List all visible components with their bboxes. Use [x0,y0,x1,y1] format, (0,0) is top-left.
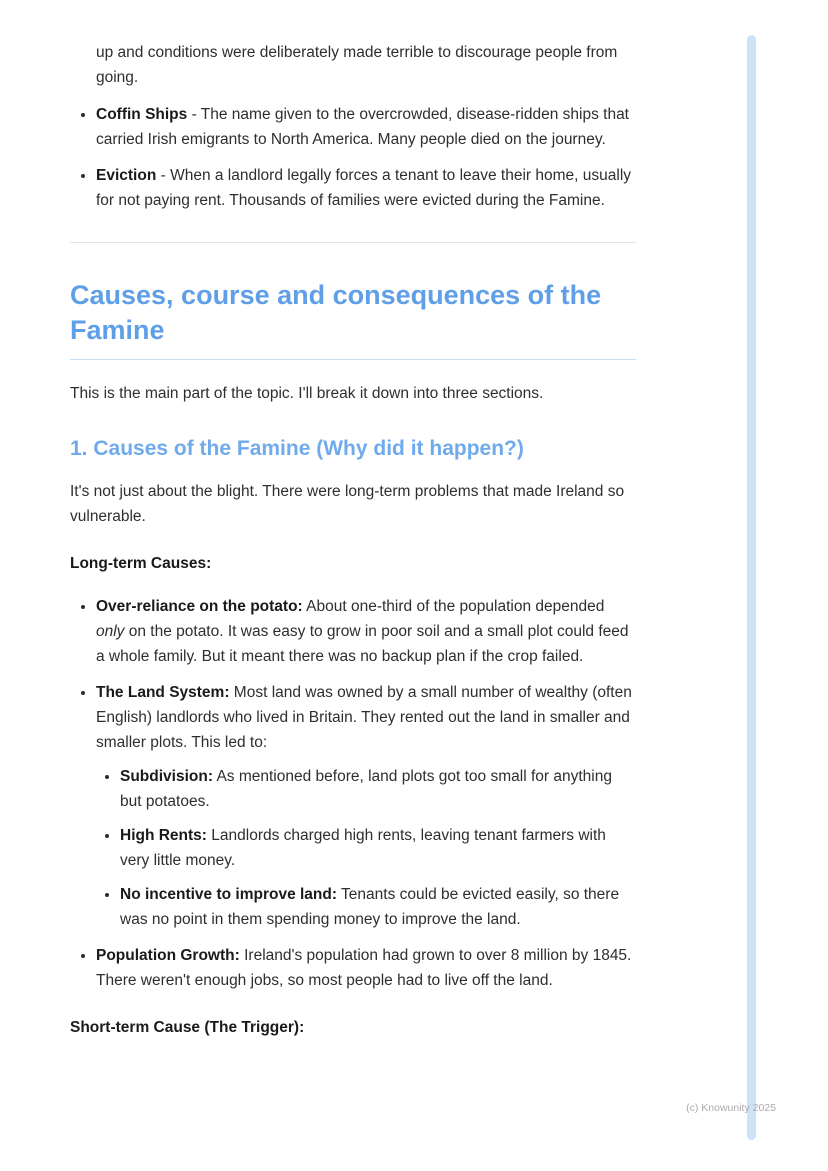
vocab-term: Eviction [96,167,157,184]
cause-term: Over-reliance on the potato: [96,598,303,615]
document-content [70,40,636,1040]
sub-cause-term: No incentive to improve land: [120,886,338,903]
copyright-note: (c) Knowunity 2025 [686,1102,776,1114]
paragraph-vulnerable: It's not just about the blight. There were long-term problems that made Ireland so vulnerable. [70,483,625,525]
cause-term: The Land System: [96,684,230,701]
cause-text: on the potato. It was easy to grow in poor soil and a small plot could feed a whole family. But it meant there was no backup plan if the crop failed. [96,623,629,665]
vocab-list [70,102,636,213]
list-item [120,764,636,814]
sub-cause-text: As mentioned before, land plots got too small for anything but potatoes. [120,768,612,810]
vocab-definition: - When a landlord legally forces a tenant to leave their home, usually for not paying rent. Thousands of families were evicted during the Famine. [96,167,632,209]
cause-text: About one-third of the population depended [302,598,605,615]
cause-term: Population Growth: [96,947,240,964]
list-item [96,102,636,152]
land-system-sublist [96,764,636,932]
list-item [96,163,636,213]
page-edge-highlight-bar [747,35,756,1140]
paragraph-continuation: up and conditions were deliberately made terrible to discourage people from going. [96,44,618,86]
list-item [96,943,636,993]
section-divider [70,242,636,243]
sub-cause-text: Landlords charged high rents, leaving tenant farmers with very little money. [120,827,606,869]
causes-section [70,594,636,993]
sub-cause-term: High Rents: [120,827,207,844]
vocab-term: Coffin Ships [96,106,188,123]
vocab-definition: - The name given to the overcrowded, disease-ridden ships that carried Irish emigrants to North America. Many people died on the journey. [96,106,629,148]
subsection-title: 1. Causes of the Famine (Why did it happen?) [70,437,524,460]
list-item [120,823,636,873]
cause-text: Ireland's population had grown to over 8 million by 1845. There weren't enough jobs, so most people had to live off the land. [96,947,632,989]
short-term-cause-label: Short-term Cause (The Trigger): [70,1019,305,1036]
sub-cause-term: Subdivision: [120,768,213,785]
emphasized-word: only [96,623,125,640]
list-item [96,680,636,932]
list-item [96,594,636,669]
long-term-causes-label: Long-term Causes: [70,555,212,572]
sub-cause-text: Tenants could be evicted easily, so there was no point in them spending money to improve the land. [120,886,620,928]
list-item [120,882,636,932]
cause-text: Most land was owned by a small number of wealthy (often English) landlords who lived in Britain. They rented out the land in smaller and smaller plots. This led to: [96,684,632,751]
section-intro: This is the main part of the topic. I'll break it down into three sections. [70,385,544,402]
causes-list [70,594,636,993]
section-title: Causes, course and consequences of the Famine [70,278,636,360]
